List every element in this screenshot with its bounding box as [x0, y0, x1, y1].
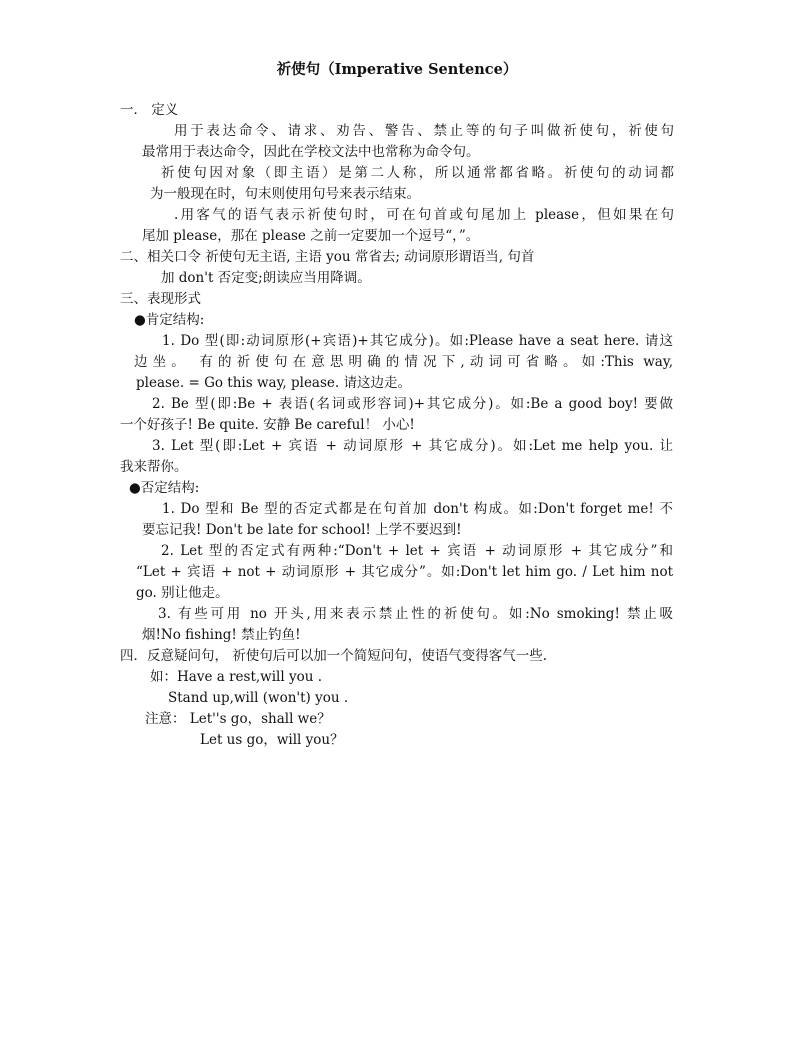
- page-title: 祈使句（Imperative Sentence）: [276, 61, 518, 78]
- negative-line-3: 2. Let 型的否定式有两种:“Don't + let + 宾语 + 动词原形 + 其它成分”和: [161, 543, 673, 559]
- negative-line-5: go. 别让他走。: [136, 585, 229, 601]
- affirmative-heading: ●肯定结构:: [134, 312, 205, 328]
- affirmative-line-2: 边坐。 有的祈使句在意思明确的情况下,动词可省略。如:This way,: [134, 354, 673, 370]
- section-1-line-3: 祈使句因对象（即主语）是第二人称，所以通常都省略。祈使句的动词都: [161, 165, 674, 181]
- section-3-heading: 三、表现形式: [120, 291, 201, 307]
- section-4-heading: 四．反意疑问句， 祈使句后可以加一个简短问句，使语气变得客气一些.: [120, 648, 548, 664]
- section-1-line-2: 最常用于表达命令，因此在学校文法中也常称为命令句。: [142, 144, 480, 160]
- section-4-example-2: Stand up,will (won't) you .: [168, 690, 349, 706]
- section-1-line-5: .用客气的语气表示祈使句时，可在句首或句尾加上 please，但如果在句: [174, 207, 674, 223]
- section-1-line-4: 为一般现在时，句末则使用句号来表示结束。: [150, 186, 420, 202]
- negative-line-2: 要忘记我! Don't be late for school! 上学不要迟到!: [142, 522, 462, 538]
- affirmative-line-5: 一个好孩子! Be quite. 安静 Be careful！ 小心!: [120, 417, 415, 433]
- affirmative-line-7: 我来帮你。: [120, 459, 188, 475]
- negative-line-7: 烟!No fishing! 禁止钓鱼!: [142, 627, 301, 643]
- section-4-note-2: Let us go，will you？: [200, 732, 344, 748]
- section-2-line-1: 二、相关口令 祈使句无主语, 主语 you 常省去; 动词原形谓语当, 句首: [120, 249, 535, 265]
- affirmative-line-1: 1. Do 型(即:动词原形(+宾语)+其它成分)。如:Please have a seat here. 请这: [162, 333, 673, 349]
- section-4-example-1: 如：Have a rest,will you .: [150, 669, 322, 685]
- affirmative-line-3: please. = Go this way, please. 请这边走。: [136, 375, 411, 391]
- negative-heading: ●否定结构:: [129, 480, 200, 496]
- negative-line-6: 3. 有些可用 no 开头,用来表示禁止性的祈使句。如:No smoking! 禁止吸: [158, 606, 673, 622]
- negative-line-1: 1. Do 型和 Be 型的否定式都是在句首加 don't 构成。如:Don't forget me! 不: [162, 501, 673, 517]
- section-1-line-6: 尾加 please，那在 please 之前一定要加一个逗号“，”。: [142, 228, 480, 244]
- section-2-line-2: 加 don't 否定变;朗读应当用降调。: [161, 270, 371, 286]
- section-1-line-1: 用于表达命令、请求、劝告、警告、禁止等的句子叫做祈使句，祈使句: [174, 123, 674, 139]
- affirmative-line-4: 2. Be 型(即:Be + 表语(名词或形容词)+其它成分)。如:Be a good boy! 要做: [152, 396, 673, 412]
- section-4-note-1: 注意： Let''s go，shall we？: [145, 711, 331, 727]
- affirmative-line-6: 3. Let 型(即:Let + 宾语 + 动词原形 + 其它成分)。如:Let me help you. 让: [152, 438, 673, 454]
- section-1-heading: 一． 定义: [120, 102, 179, 118]
- negative-line-4: “Let + 宾语 + not + 动词原形 + 其它成分”。如:Don't let him go. / Let him not: [136, 564, 673, 580]
